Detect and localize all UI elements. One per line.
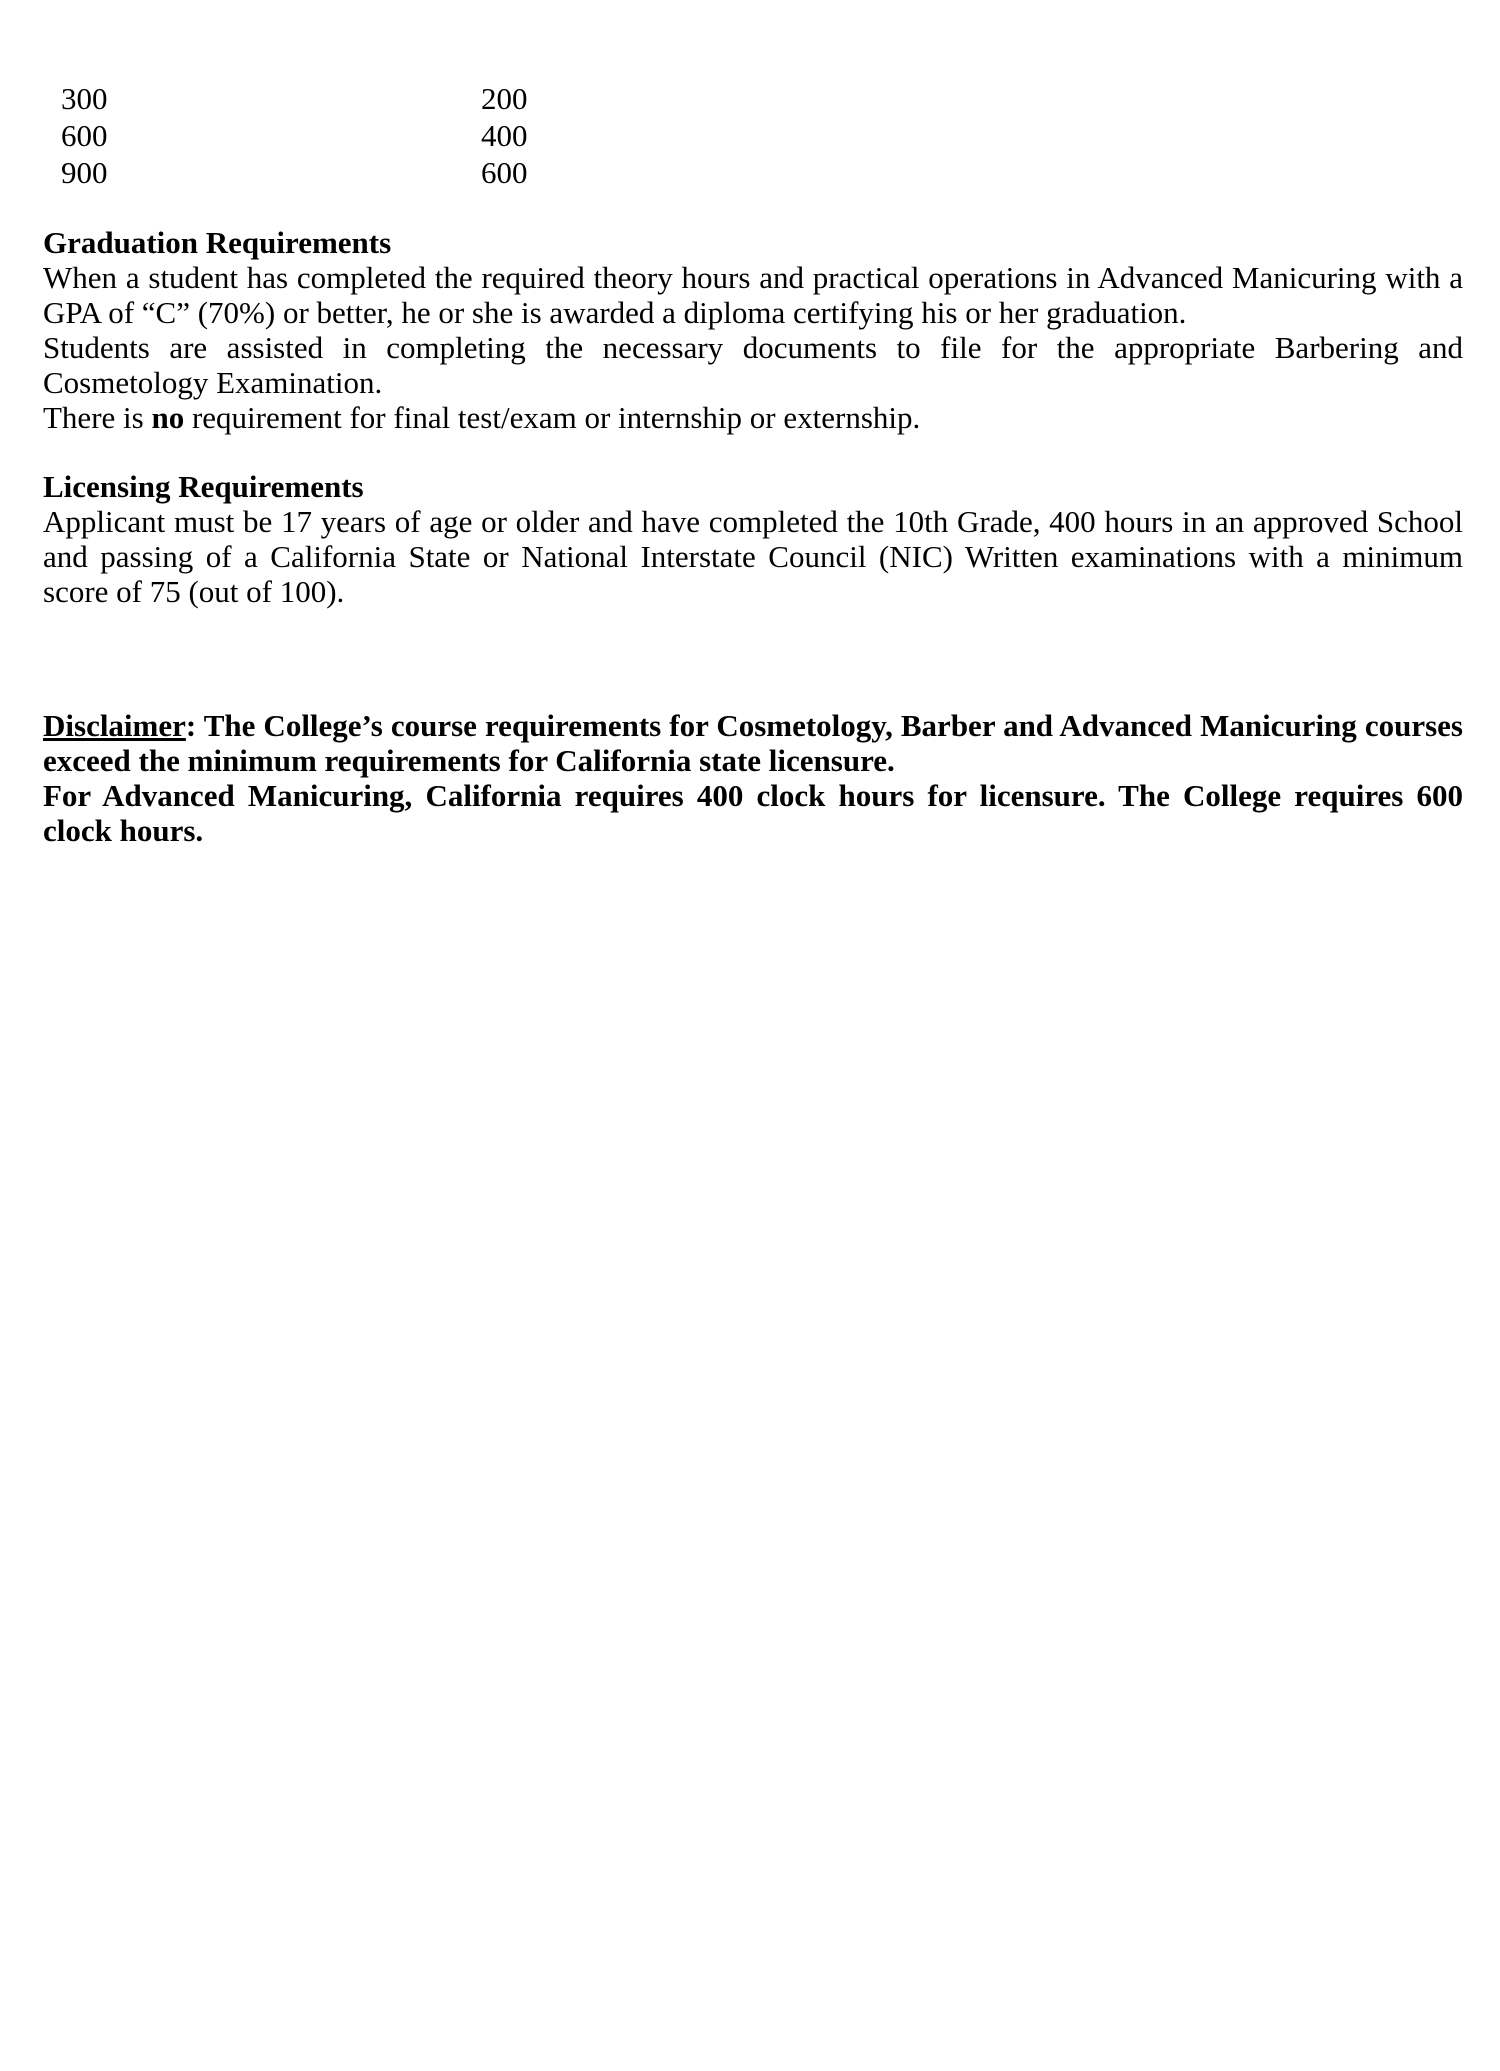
disclaimer-section [43, 708, 1463, 848]
table-cell: 300 [61, 81, 108, 116]
table-cell: 600 [61, 118, 108, 153]
graduation-paragraph-3-emphasis: no [151, 400, 185, 435]
graduation-paragraph-3-start: There is [43, 400, 152, 435]
table-cell: 200 [481, 81, 528, 116]
table-row [61, 154, 681, 191]
table-row [61, 80, 681, 117]
hours-table [61, 80, 681, 191]
table-cell: 600 [481, 155, 528, 190]
licensing-heading: Licensing Requirements [43, 469, 364, 504]
disclaimer-paragraph-1 [43, 708, 1463, 778]
disclaimer-label: Disclaimer [43, 708, 186, 743]
graduation-section [43, 225, 1463, 435]
table-cell: 900 [61, 155, 108, 190]
graduation-heading: Graduation Requirements [43, 225, 392, 260]
table-cell: 400 [481, 118, 528, 153]
licensing-paragraph: Applicant must be 17 years of age or older and have completed the 10th Grade, 400 hours in an approved School and passing of a California State or National Interstate Council (NIC) Written examinations with a minimum score of 75 (out of 100). [43, 504, 1463, 609]
document-page [43, 80, 1463, 848]
disclaimer-paragraph-2: For Advanced Manicuring, California requires 400 clock hours for licensure. The College requires 600 clock hours. [43, 778, 1463, 848]
graduation-paragraph-3 [43, 400, 1463, 435]
graduation-paragraph-3-end: requirement for final test/exam or internship or externship. [184, 400, 921, 435]
disclaimer-text-1: : The College’s course requirements for Cosmetology, Barber and Advanced Manicuring courses exceed the minimum requirements for California state licensure. [43, 708, 1463, 778]
licensing-section [43, 469, 1463, 609]
graduation-paragraph-1: When a student has completed the required theory hours and practical operations in Advanced Manicuring with a GPA of “C” (70%) or better, he or she is awarded a diploma certifying his or her graduation. [43, 260, 1463, 330]
graduation-paragraph-2: Students are assisted in completing the necessary documents to file for the appropriate Barbering and Cosmetology Examination. [43, 330, 1463, 400]
table-row [61, 117, 681, 154]
